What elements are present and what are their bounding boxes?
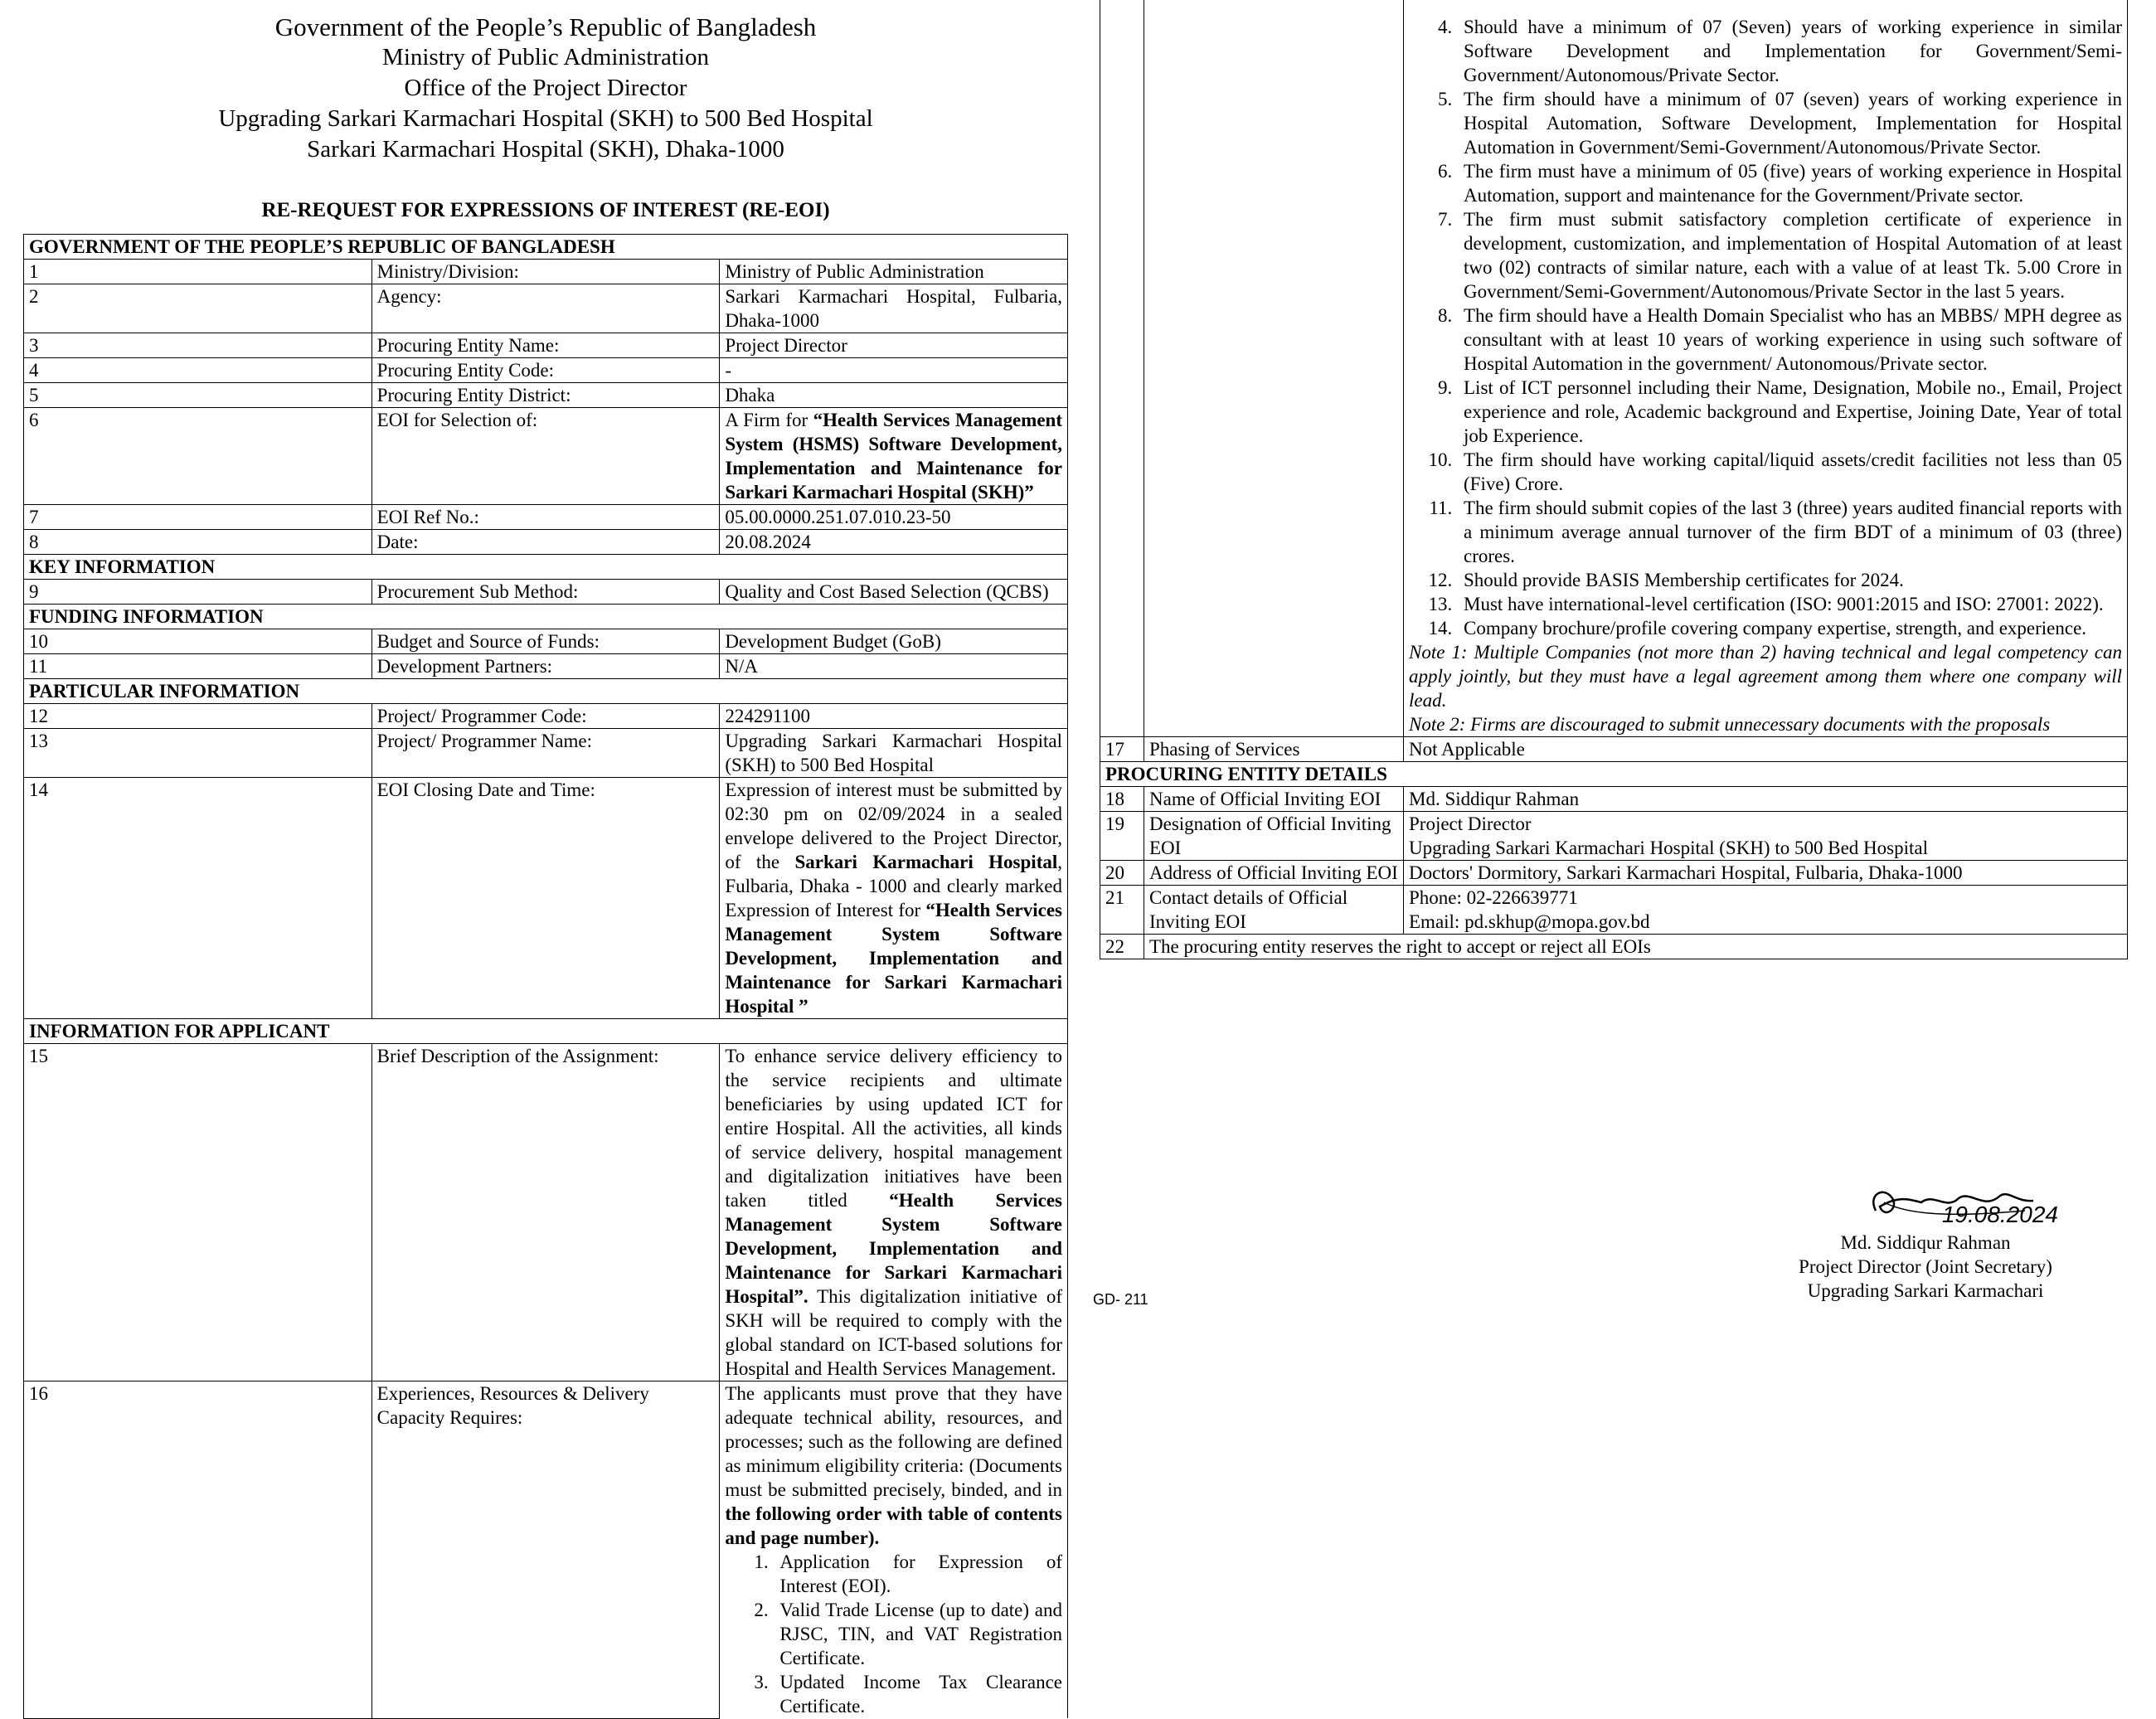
row-label: EOI Ref No.: xyxy=(371,505,720,530)
list-item: 3. Updated Income Tax Clearance Certificate. xyxy=(773,1670,1062,1718)
header-line-1: Government of the People’s Republic of Bangladesh xyxy=(274,12,817,41)
row-label: EOI Closing Date and Time: xyxy=(371,778,720,1019)
value-bold-text: the following order with table of contents and page number). xyxy=(725,1503,1062,1548)
header-line-5: Sarkari Karmachari Hospital (SKH), Dhaka-1000 xyxy=(307,136,784,163)
value-text: The applicants must prove that they have adequate technical ability, resources, and processes; such as the following are defined as minimum eligibility criteria: (Documents must be submitted precisely, binded, and in xyxy=(725,1383,1062,1500)
value-bold-text: “Health Services Management System Software Development, Implementation and Maintenance for Sarkari Karmachari Hospital”. xyxy=(725,1190,1063,1307)
section-government: GOVERNMENT OF THE PEOPLE’S REPUBLIC OF BANGLADESH xyxy=(24,235,1068,260)
row-label: Budget and Source of Funds: xyxy=(371,629,720,654)
value-line: Email: pd.skhup@mopa.gov.bd xyxy=(1409,911,1650,932)
row-value xyxy=(720,778,1068,1019)
table-row xyxy=(24,1044,1068,1382)
signatory-office: Upgrading Sarkari Karmachari xyxy=(1807,1280,2044,1301)
list-item: 6. The firm must have a minimum of 05 (five) years of working experience in Hospital Automation, support and maintenance for the Government/Private sector. xyxy=(1457,159,2122,207)
row-value-continued xyxy=(1404,0,2128,737)
eoi-table-left xyxy=(23,234,1068,1719)
signatory-name: Md. Siddiqur Rahman xyxy=(1840,1232,2011,1253)
section-information-for-applicant: INFORMATION FOR APPLICANT xyxy=(24,1019,1068,1044)
row-number: 17 xyxy=(1100,737,1144,762)
row-value: Not Applicable xyxy=(1404,737,2128,762)
value-text: This digitalization initiative of SKH will be required to comply with the global standard on ICT-based solutions for Hospital and Health Services Management. xyxy=(725,1286,1062,1379)
row-number: 19 xyxy=(1100,812,1144,861)
table-row xyxy=(24,629,1068,654)
table-row xyxy=(24,729,1068,778)
list-item: 11. The firm should submit copies of the last 3 (three) years audited financial reports with a minimum average annual turnover of the firm BDT of a minimum of 03 (three) crores. xyxy=(1457,496,2122,568)
value-bold-text: Sarkari Karmachari Hospital xyxy=(794,852,1058,872)
list-item: 9. List of ICT personnel including their Name, Designation, Mobile no., Email, Project experience and role, Academic background and Expertise, Joining Date, Year of total job Experience. xyxy=(1457,376,2122,448)
table-row xyxy=(24,530,1068,555)
table-row xyxy=(24,704,1068,729)
row-value: Doctors' Dormitory, Sarkari Karmachari Hospital, Fulbaria, Dhaka-1000 xyxy=(1404,861,2128,886)
value-text: , Fulbaria, Dhaka - 1000 and clearly marked Expression of Interest for xyxy=(725,852,1062,920)
row-number-empty xyxy=(1100,0,1144,737)
row-number: 11 xyxy=(24,654,372,679)
table-row xyxy=(1100,886,2128,935)
row-number: 1 xyxy=(24,260,372,284)
value-bold-text: “Health Services Management System Software Development, Implementation and Maintenance for Sarkari Karmachari Hospital ” xyxy=(725,900,1063,1017)
table-row xyxy=(24,260,1068,284)
row-number: 15 xyxy=(24,1044,372,1382)
row-label: Procuring Entity Code: xyxy=(371,358,720,383)
row-value xyxy=(1404,812,2128,861)
note-2: Note 2: Firms are discouraged to submit unnecessary documents with the proposals xyxy=(1409,714,2051,735)
section-particular-information: PARTICULAR INFORMATION xyxy=(24,679,1068,704)
table-row xyxy=(24,408,1068,505)
row-value: 224291100 xyxy=(720,704,1068,729)
document-title: RE-REQUEST FOR EXPRESSIONS OF INTEREST (RE-EOI) xyxy=(261,199,830,221)
right-column xyxy=(1100,0,2128,959)
table-row-continued xyxy=(1100,0,2128,737)
row-label: Project/ Programmer Code: xyxy=(371,704,720,729)
list-item: 13. Must have international-level certification (ISO: 9001:2015 and ISO: 27001: 2022). xyxy=(1457,592,2122,616)
row-number: 3 xyxy=(24,333,372,358)
value-line: Project Director xyxy=(1409,813,1532,834)
value-line: Upgrading Sarkari Karmachari Hospital (SKH) to 500 Bed Hospital xyxy=(1409,838,1928,858)
row-value: Development Budget (GoB) xyxy=(720,629,1068,654)
row-value: N/A xyxy=(720,654,1068,679)
row-label: EOI for Selection of: xyxy=(371,408,720,505)
section-funding-information: FUNDING INFORMATION xyxy=(24,605,1068,629)
value-text: To enhance service delivery efficiency to the service recipients and ultimate beneficiaries by using updated ICT for entire Hospital. All the activities, all kinds of service delivery, hospital management and digitalization initiatives have been taken titled xyxy=(725,1046,1062,1211)
row-number: 22 xyxy=(1100,935,1144,959)
row-number: 9 xyxy=(24,580,372,605)
table-row xyxy=(24,358,1068,383)
value-text: Expression of interest must be submitted by 02:30 pm on 02/09/2024 in a sealed envelope delivered to the Project Director, of the xyxy=(725,779,1062,872)
row-value: Project Director xyxy=(720,333,1068,358)
list-item: 12. Should provide BASIS Membership certificates for 2024. xyxy=(1457,568,2122,592)
header-line-2: Ministry of Public Administration xyxy=(382,44,709,70)
note-1: Note 1: Multiple Companies (not more than 2) having technical and legal competency can apply jointly, but they must have a legal agreement among them where one company will lead. xyxy=(1409,642,2122,711)
value-line: Phone: 02-226639771 xyxy=(1409,887,1578,908)
row-number: 12 xyxy=(24,704,372,729)
row-number: 6 xyxy=(24,408,372,505)
row-value: Quality and Cost Based Selection (QCBS) xyxy=(720,580,1068,605)
list-item: 2. Valid Trade License (up to date) and RJSC, TIN, and VAT Registration Certificate. xyxy=(773,1598,1062,1670)
table-row xyxy=(24,505,1068,530)
row-number: 18 xyxy=(1100,787,1144,812)
section-procuring-entity-details: PROCURING ENTITY DETAILS xyxy=(1100,762,2128,787)
row-value xyxy=(720,1044,1068,1382)
section-key-information: KEY INFORMATION xyxy=(24,555,1068,580)
row-number: 5 xyxy=(24,383,372,408)
eoi-table-right xyxy=(1100,0,2128,959)
signature-mark xyxy=(1760,1178,2091,1231)
row-number: 7 xyxy=(24,505,372,530)
list-item: 8. The firm should have a Health Domain Specialist who has an MBBS/ MPH degree as consultant with at least 10 years of working experience in using such software of Hospital Automation in the government/ Autonomous/Private sector. xyxy=(1457,303,2122,376)
row-label: Development Partners: xyxy=(371,654,720,679)
criteria-list-part2 xyxy=(1409,15,2122,640)
list-item: 14. Company brochure/profile covering company expertise, strength, and experience. xyxy=(1457,616,2122,640)
row-label: Contact details of Official Inviting EOI xyxy=(1144,886,1404,935)
row-label: Ministry/Division: xyxy=(371,260,720,284)
list-item: 1. Application for Expression of Interest (EOI). xyxy=(773,1550,1062,1598)
row-value: Ministry of Public Administration xyxy=(720,260,1068,284)
row-label-empty xyxy=(1144,0,1404,737)
table-row xyxy=(1100,861,2128,886)
row-label: Procuring Entity District: xyxy=(371,383,720,408)
row-label: Procurement Sub Method: xyxy=(371,580,720,605)
row-label: Phasing of Services xyxy=(1144,737,1404,762)
row-value: The procuring entity reserves the right to accept or reject all EOIs xyxy=(1144,935,2128,959)
criteria-list-part1 xyxy=(725,1550,1062,1718)
row-number: 8 xyxy=(24,530,372,555)
row-label: Agency: xyxy=(371,284,720,333)
signature-block xyxy=(1760,1178,2091,1303)
row-number: 4 xyxy=(24,358,372,383)
list-item: 7. The firm must submit satisfactory completion certificate of experience in development, customization, and implementation of Hospital Automation of at least two (02) contracts of similar nature, each with a value of at least Tk. 5.00 Crore in Government/Semi-Government/Autonomous/Private Sector in the last 5 years. xyxy=(1457,207,2122,303)
row-label: Address of Official Inviting EOI xyxy=(1144,861,1404,886)
list-item: 10. The firm should have working capital/liquid assets/credit facilities not less than 05 (Five) Crore. xyxy=(1457,448,2122,496)
row-value: 20.08.2024 xyxy=(720,530,1068,555)
table-row xyxy=(24,654,1068,679)
list-item: 5. The firm should have a minimum of 07 (seven) years of working experience in Hospital Automation, Software Development, Implementation for Hospital Automation in Government/Semi-Government/Autonomous/Private Sector. xyxy=(1457,87,2122,159)
table-row xyxy=(1100,787,2128,812)
table-row xyxy=(24,383,1068,408)
row-value: Md. Siddiqur Rahman xyxy=(1404,787,2128,812)
table-row xyxy=(24,580,1068,605)
row-value xyxy=(1404,886,2128,935)
table-row xyxy=(24,333,1068,358)
table-row xyxy=(24,778,1068,1019)
table-row xyxy=(24,284,1068,333)
row-value: - xyxy=(720,358,1068,383)
header-line-4: Upgrading Sarkari Karmachari Hospital (SKH) to 500 Bed Hospital xyxy=(218,105,873,132)
row-number: 13 xyxy=(24,729,372,778)
row-label: Name of Official Inviting EOI xyxy=(1144,787,1404,812)
value-bold-text: “Health Services Management System (HSMS) Software Development, Implementation and Maintenance for Sarkari Karmachari Hospital (SKH)” xyxy=(725,410,1063,503)
row-label: Experiences, Resources & Delivery Capacity Requires: xyxy=(371,1382,720,1719)
row-label: Project/ Programmer Name: xyxy=(371,729,720,778)
row-number: 21 xyxy=(1100,886,1144,935)
row-number: 10 xyxy=(24,629,372,654)
row-label: Date: xyxy=(371,530,720,555)
row-number: 14 xyxy=(24,778,372,1019)
letterhead xyxy=(23,12,1068,165)
row-label: Brief Description of the Assignment: xyxy=(371,1044,720,1382)
row-value xyxy=(720,1382,1068,1719)
row-number: 20 xyxy=(1100,861,1144,886)
header-line-3: Office of the Project Director xyxy=(404,75,687,101)
list-item: 4. Should have a minimum of 07 (Seven) years of working experience in similar Software Development and Implementation for Government/Semi-Government/Autonomous/Private Sector. xyxy=(1457,15,2122,87)
table-row xyxy=(1100,935,2128,959)
row-number: 2 xyxy=(24,284,372,333)
row-value xyxy=(720,408,1068,505)
row-value: Dhaka xyxy=(720,383,1068,408)
signatory-designation: Project Director (Joint Secretary) xyxy=(1799,1256,2052,1277)
row-number: 16 xyxy=(24,1382,372,1719)
row-value: 05.00.0000.251.07.010.23-50 xyxy=(720,505,1068,530)
table-row xyxy=(1100,737,2128,762)
row-value: Upgrading Sarkari Karmachari Hospital (SKH) to 500 Bed Hospital xyxy=(720,729,1068,778)
value-text: A Firm for xyxy=(725,410,813,430)
left-column xyxy=(23,0,1068,1719)
row-label: Designation of Official Inviting EOI xyxy=(1144,812,1404,861)
row-value: Sarkari Karmachari Hospital, Fulbaria, Dhaka-1000 xyxy=(720,284,1068,333)
row-label: Procuring Entity Name: xyxy=(371,333,720,358)
signature-date: 19.08.2024 xyxy=(1941,1202,2058,1227)
table-row xyxy=(1100,812,2128,861)
table-row xyxy=(24,1382,1068,1719)
footer-code: GD- 211 xyxy=(1093,1291,1148,1308)
